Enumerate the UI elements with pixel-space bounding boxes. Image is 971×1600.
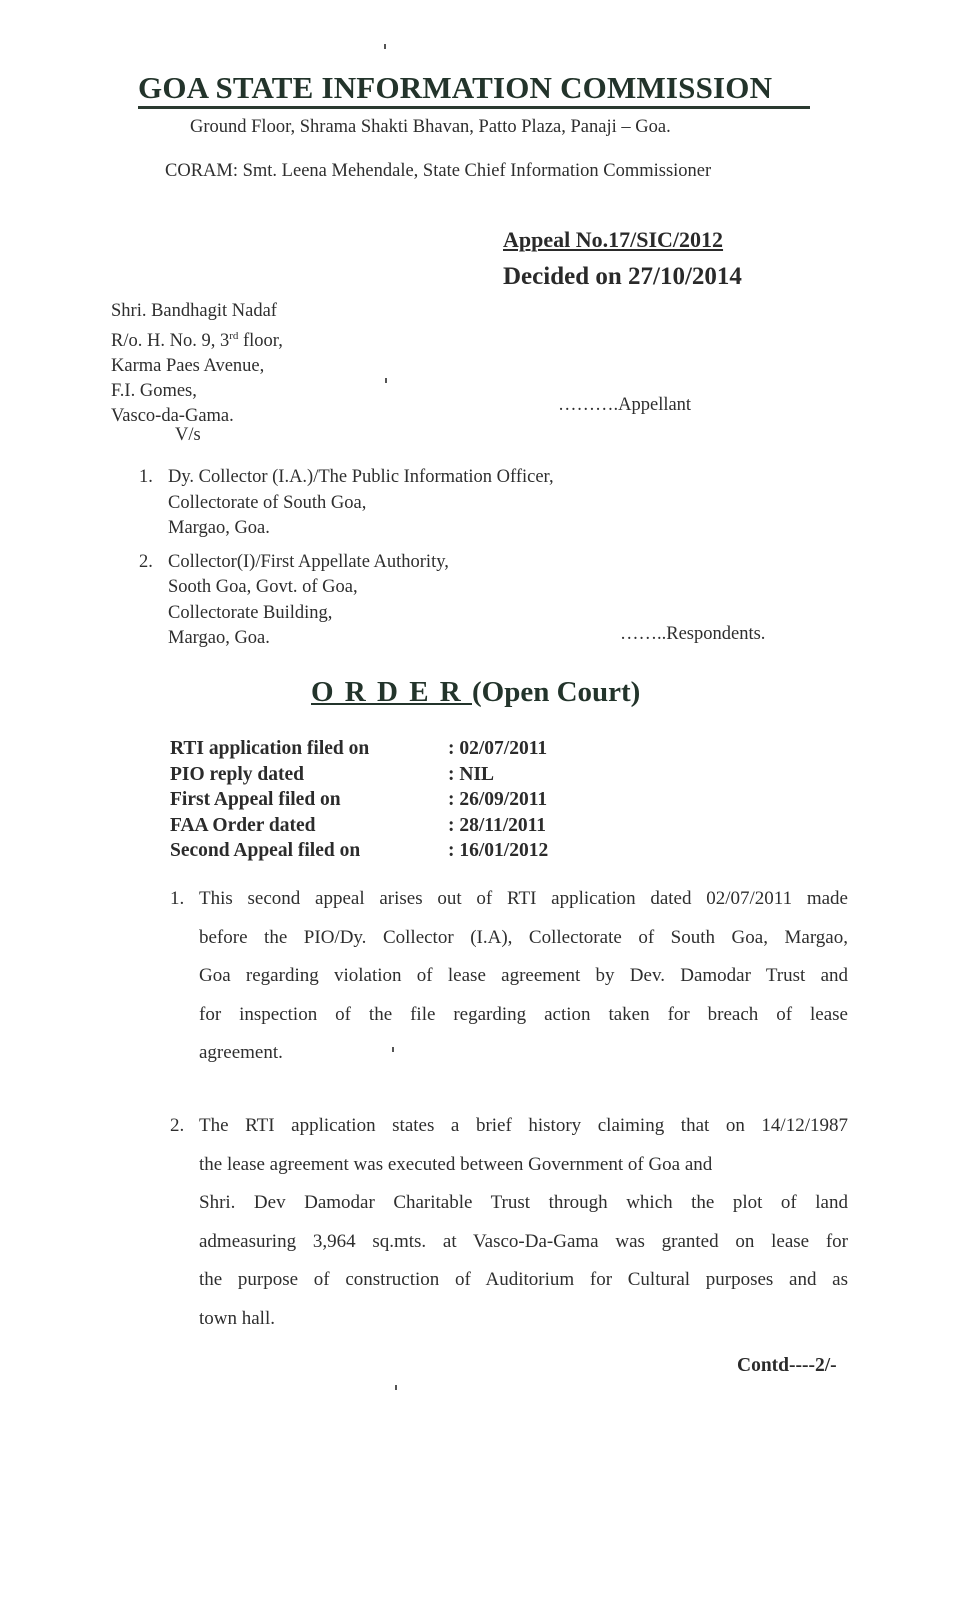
commission-title: GOA STATE INFORMATION COMMISSION (138, 70, 773, 105)
respondents-label: ……..Respondents. (620, 624, 766, 644)
scan-speck (392, 1047, 394, 1052)
date-row: RTI application filed on : 02/07/2011 (170, 738, 548, 759)
coram-line: CORAM: Smt. Leena Mehendale, State Chief Information Commissioner (165, 161, 712, 181)
scan-speck (385, 378, 387, 383)
title-underline (138, 106, 810, 109)
scan-speck (395, 1385, 397, 1390)
order-heading: O R D E R (Open Court) (311, 676, 641, 708)
paragraph-1: 1. This second appeal arises out of RTI application dated 02/07/2011 made before the PIO/Dy. Collector (I.A), Collectorate of South Goa, Margao, Goa regarding violation of lease agreement by Dev. Damodar Trust and for inspection of the file regarding action taken for breach of lease agreement. (170, 888, 848, 1063)
appellant-label: ……….Appellant (558, 395, 692, 415)
versus-label: V/s (175, 425, 201, 445)
scan-speck (384, 44, 386, 49)
respondent-item: 1. Dy. Collector (I.A.)/The Public Information Officer, Collectorate of South Goa, Margao, Goa. (139, 467, 554, 538)
appellant-city: Vasco-da-Gama. (111, 406, 234, 427)
appeal-number: Appeal No.17/SIC/2012 (503, 227, 724, 252)
dates-table (170, 736, 548, 864)
respondents-list (139, 465, 554, 660)
appellant-locality: F.I. Gomes, (111, 381, 197, 402)
respondent-item: 2. Collector(I)/First Appellate Authority, Sooth Goa, Govt. of Goa, Collectorate Building, Margao, Goa. (139, 551, 449, 648)
decision-date: Decided on 27/10/2014 (503, 263, 742, 290)
date-row: FAA Order dated : 28/11/2011 (170, 814, 547, 836)
date-row: PIO reply dated : NIL (170, 763, 495, 785)
paragraph-2: 2. The RTI application states a brief history claiming that on 14/12/1987 the lease agreement was executed between Government of Goa and Shri. Dev Damodar Charitable Trust through which the plot of land admeasuring 3,964 sq.mts. at Vasco-Da-Gama was granted on lease for the purpose of construction of Auditorium for Cultural purposes and as town hall. (170, 1115, 848, 1329)
continued-marker: Contd----2/- (737, 1355, 837, 1376)
date-row: First Appeal filed on : 26/09/2011 (170, 789, 548, 810)
appellant-address (111, 299, 283, 429)
appellant-house: R/o. H. No. 9, 3rd floor, (111, 330, 283, 352)
date-row: Second Appeal filed on : 16/01/2012 (170, 840, 549, 861)
appellant-street: Karma Paes Avenue, (111, 356, 265, 377)
commission-address: Ground Floor, Shrama Shakti Bhavan, Patto Plaza, Panaji – Goa. (190, 117, 671, 137)
appellant-name: Shri. Bandhagit Nadaf (111, 301, 277, 321)
